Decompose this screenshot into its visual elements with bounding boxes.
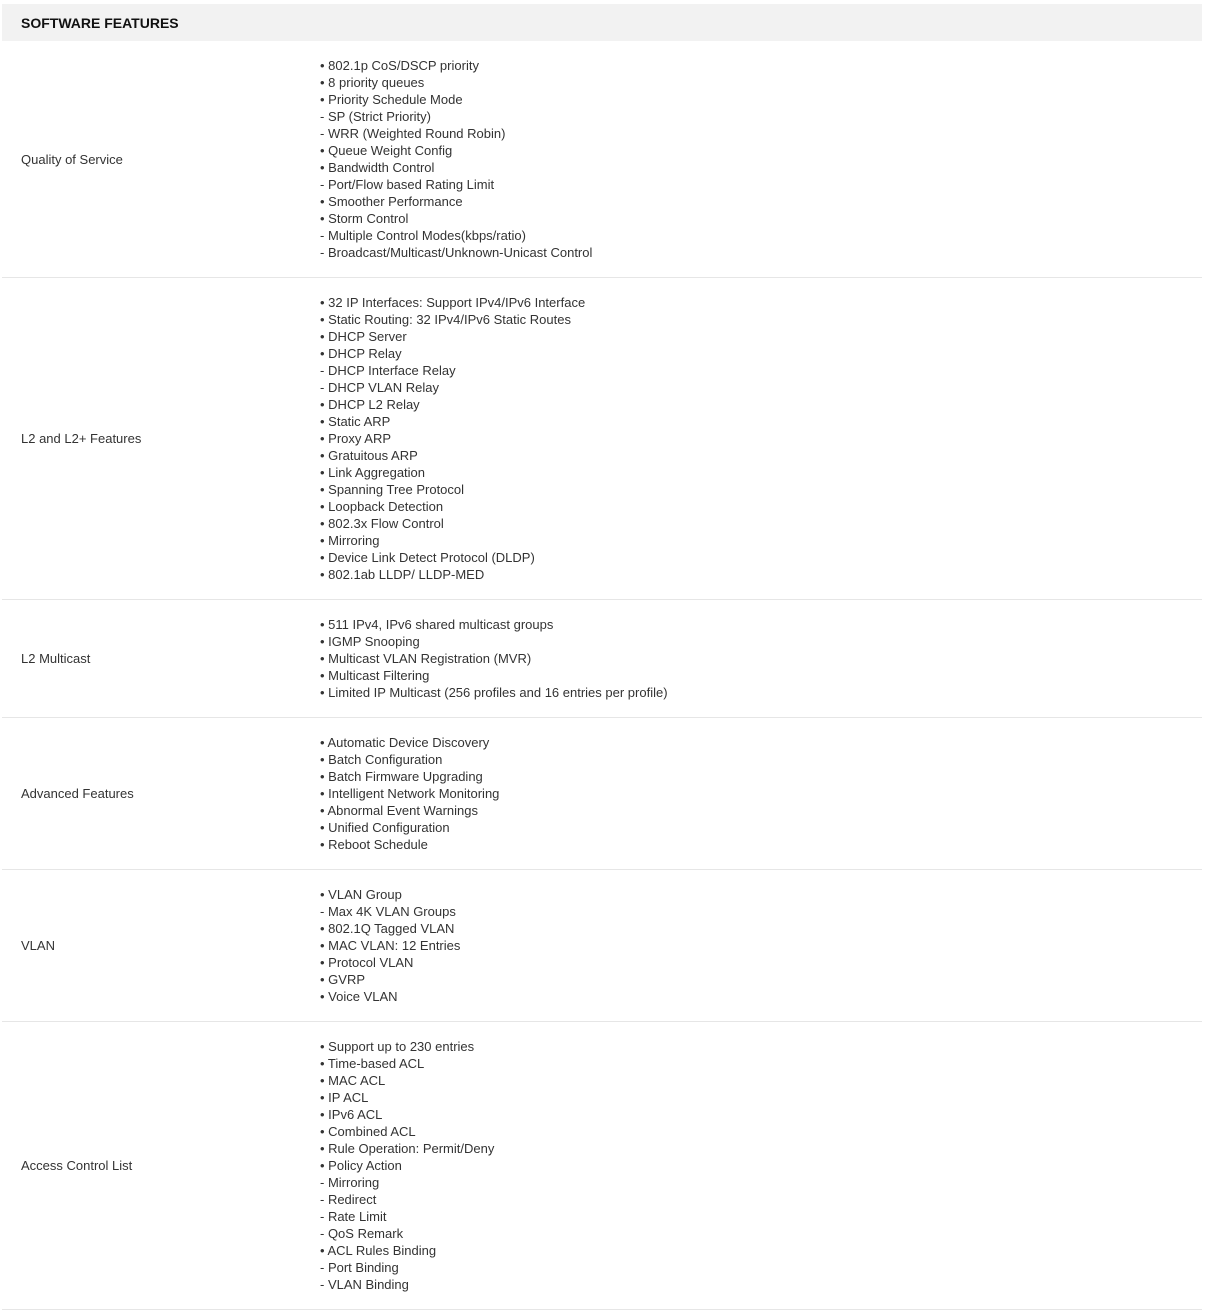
spec-item: - Port/Flow based Rating Limit <box>320 177 495 192</box>
spec-item: • IPv6 ACL <box>320 1107 383 1122</box>
spec-item: • IGMP Snooping <box>320 634 420 649</box>
software-features-table <box>2 4 1202 1310</box>
spec-item: • Smoother Performance <box>320 194 463 209</box>
spec-row-label: Access Control List <box>21 1158 133 1173</box>
spec-item: • DHCP L2 Relay <box>320 397 420 412</box>
spec-row <box>2 600 1202 718</box>
spec-item: - SP (Strict Priority) <box>320 109 431 124</box>
spec-item: • 802.1ab LLDP/ LLDP-MED <box>320 567 485 582</box>
spec-item: - DHCP Interface Relay <box>320 363 456 378</box>
spec-row-label: Quality of Service <box>21 151 123 167</box>
spec-item: • Queue Weight Config <box>320 143 453 158</box>
spec-item: • Abnormal Event Warnings <box>320 803 478 818</box>
spec-item: • VLAN Group <box>320 887 402 902</box>
section-title: SOFTWARE FEATURES <box>21 14 179 31</box>
spec-row-values <box>320 1022 1202 1309</box>
spec-item: • DHCP Server <box>320 329 407 344</box>
spec-rows <box>2 41 1202 1310</box>
spec-item: - DHCP VLAN Relay <box>320 380 439 395</box>
spec-item: • Device Link Detect Protocol (DLDP) <box>320 550 535 565</box>
spec-item: • DHCP Relay <box>320 346 402 361</box>
spec-item: • Storm Control <box>320 211 409 226</box>
spec-row-label: VLAN <box>21 938 55 953</box>
spec-item: • Static Routing: 32 IPv4/IPv6 Static Routes <box>320 312 571 327</box>
spec-item: - VLAN Binding <box>320 1277 409 1292</box>
spec-item: - Port Binding <box>320 1260 399 1275</box>
spec-row-label: Advanced Features <box>21 786 134 801</box>
spec-item: • Intelligent Network Monitoring <box>320 786 500 801</box>
spec-item: - Mirroring <box>320 1175 380 1190</box>
spec-row-values <box>320 41 1202 277</box>
spec-row-values <box>320 600 1202 717</box>
spec-item: • Spanning Tree Protocol <box>320 482 465 497</box>
spec-row-values <box>320 870 1202 1021</box>
spec-item: • Static ARP <box>320 414 391 429</box>
spec-item: • Loopback Detection <box>320 499 444 514</box>
spec-row-label: L2 Multicast <box>21 651 91 666</box>
spec-item: • 8 priority queues <box>320 75 425 90</box>
spec-item: • Multicast Filtering <box>320 668 430 683</box>
spec-item: • Rule Operation: Permit/Deny <box>320 1141 495 1156</box>
spec-item: • Voice VLAN <box>320 989 398 1004</box>
spec-row <box>2 718 1202 870</box>
spec-item: • 802.1Q Tagged VLAN <box>320 921 455 936</box>
spec-row <box>2 870 1202 1022</box>
spec-item: • GVRP <box>320 972 366 987</box>
spec-row <box>2 278 1202 600</box>
spec-item: - QoS Remark <box>320 1226 404 1241</box>
spec-item: • Policy Action <box>320 1158 402 1173</box>
spec-item: • Proxy ARP <box>320 431 392 446</box>
spec-item: • Gratuitous ARP <box>320 448 418 463</box>
spec-item: • MAC VLAN: 12 Entries <box>320 938 461 953</box>
spec-item: • Batch Firmware Upgrading <box>320 769 483 784</box>
spec-item: • Time-based ACL <box>320 1056 425 1071</box>
spec-row-label: L2 and L2+ Features <box>21 431 142 446</box>
spec-row <box>2 1022 1202 1310</box>
spec-item: - Rate Limit <box>320 1209 387 1224</box>
spec-row <box>2 41 1202 278</box>
spec-item: • Support up to 230 entries <box>320 1039 475 1054</box>
spec-item: • ACL Rules Binding <box>320 1243 437 1258</box>
spec-item: • Link Aggregation <box>320 465 426 480</box>
spec-item: - Max 4K VLAN Groups <box>320 904 456 919</box>
spec-item: • 802.3x Flow Control <box>320 516 444 531</box>
spec-item: • Multicast VLAN Registration (MVR) <box>320 651 532 666</box>
section-header <box>2 4 1202 41</box>
spec-item: • Mirroring <box>320 533 380 548</box>
spec-item: • Reboot Schedule <box>320 837 428 852</box>
spec-item: • 802.1p CoS/DSCP priority <box>320 58 479 73</box>
spec-item: • Combined ACL <box>320 1124 416 1139</box>
spec-item: • Batch Configuration <box>320 752 443 767</box>
spec-item: • Automatic Device Discovery <box>320 735 490 750</box>
spec-item: • Priority Schedule Mode <box>320 92 463 107</box>
spec-row-values <box>320 718 1202 869</box>
spec-item: • MAC ACL <box>320 1073 386 1088</box>
spec-item: • Protocol VLAN <box>320 955 414 970</box>
spec-item: • Bandwidth Control <box>320 160 435 175</box>
spec-item: - Multiple Control Modes(kbps/ratio) <box>320 228 526 243</box>
spec-row-values <box>320 278 1202 599</box>
spec-item: - Redirect <box>320 1192 377 1207</box>
spec-item: • Unified Configuration <box>320 820 450 835</box>
spec-item: • Limited IP Multicast (256 profiles and 16 entries per profile) <box>320 685 668 700</box>
spec-item: - WRR (Weighted Round Robin) <box>320 126 506 141</box>
spec-item: - Broadcast/Multicast/Unknown-Unicast Control <box>320 245 593 260</box>
spec-item: • 32 IP Interfaces: Support IPv4/IPv6 Interface <box>320 295 586 310</box>
spec-item: • 511 IPv4, IPv6 shared multicast groups <box>320 617 554 632</box>
spec-item: • IP ACL <box>320 1090 369 1105</box>
